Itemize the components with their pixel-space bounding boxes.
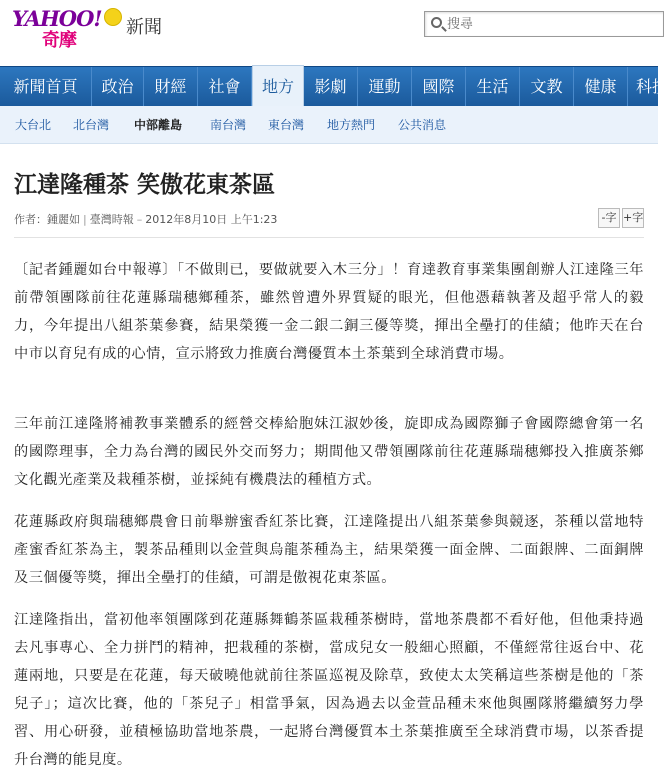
logo-subtext: 奇摩 [42, 30, 76, 51]
subnav-item-east[interactable]: 東台灣 [268, 118, 305, 132]
nav-item-local[interactable]: 地方 [252, 65, 304, 107]
nav-item-tech[interactable]: 科技 [636, 77, 668, 96]
subnav-item-south[interactable]: 南台灣 [210, 118, 247, 132]
nav-item-health[interactable]: 健康 [574, 67, 628, 107]
nav-item-education[interactable]: 文教 [520, 67, 574, 107]
nav-item-world[interactable]: 國際 [412, 67, 466, 107]
nav-item-society[interactable]: 社會 [198, 67, 252, 107]
nav-item-life[interactable]: 生活 [466, 67, 520, 107]
search-icon [431, 17, 442, 28]
subnav-item-north[interactable]: 北台灣 [73, 118, 110, 132]
sub-nav [0, 106, 658, 144]
yahoo-logo[interactable] [12, 6, 124, 51]
article-date: 2012年8月10日 上午1:23 [145, 213, 278, 226]
subnav-item-taipei[interactable]: 大台北 [15, 118, 52, 132]
search-input[interactable] [447, 15, 647, 33]
subnav-item-public-notice[interactable]: 公共消息 [398, 118, 447, 132]
nav-item-sports[interactable]: 運動 [358, 67, 412, 107]
article-title: 江達隆種茶 笑傲花東茶區 [14, 171, 276, 198]
nav-item-entertainment[interactable]: 影劇 [304, 67, 358, 107]
logo-wordmark: YAHOO! [12, 6, 102, 31]
nav-item-finance[interactable]: 財經 [144, 67, 198, 107]
article-meta [14, 211, 277, 227]
article-paragraph: 〔記者鍾麗如台中報導〕「不做則已，要做就要入木三分」！育達教育事業集團創辦人江達隆三年前帶領團隊前往花蓮縣瑞穗鄉種茶，雖然曾遭外界質疑的眼光，但他憑藉執著及超乎常人的毅力，今年提出八組茶葉參賽，結果榮獲一金二銀二銅三優等獎，揮出全壘打的佳績；他昨天在台中市以育兒有成的心情，宣示將致力推廣台灣優質本土茶葉到全球消費市場。 [14, 262, 644, 362]
smiley-icon [104, 8, 122, 26]
article-paragraph: 三年前江達隆將補教事業體系的經營交棒給胞妹江淑妙後，旋即成為國際獅子會國際總會第一名的國際理事，全力為台灣的國民外交而努力；期間他又帶領團隊前往花蓮縣瑞穗鄉投入推廣茶鄉文化觀光產業及栽種茶樹，並採純有機農法的種植方式。 [14, 416, 644, 488]
author-name: 鍾麗如 [47, 213, 80, 226]
page-header [0, 0, 658, 64]
nav-item-home[interactable]: 新聞首頁 [0, 67, 92, 107]
article-paragraph: 江達隆指出，當初他率領團隊到花蓮縣舞鶴茶區栽種茶樹時，當地茶農都不看好他，但他秉持過去凡事專心、全力拼鬥的精神，把栽種的茶樹，當成兒女一般細心照顧，不僅經常往返台中、花蓮兩地，只要是在花蓮，每天破曉他就前往茶區巡視及除草，致使太太笑稱這些茶樹是他的「茶兒子」；這次比賽，他的「茶兒子」相當爭氣，因為過去以金萱品種未來他與團隊將繼續努力學習、用心研發，並積極協助當地茶農，一起將台灣優質本土茶葉推廣至全球消費市場，以茶香提升台灣的能見度。 [14, 612, 644, 768]
subnav-item-central[interactable]: 中部離島 [134, 118, 183, 132]
main-nav [0, 66, 668, 106]
subnav-item-local-hot[interactable]: 地方熱門 [327, 118, 376, 132]
article-source: 臺灣時報 [89, 213, 134, 226]
font-larger-button[interactable]: +字 [622, 208, 644, 228]
search-box[interactable] [424, 11, 664, 37]
author-label: 作者： [14, 213, 47, 226]
article-paragraph: 花蓮縣政府與瑞穗鄉農會日前舉辦蜜香紅茶比賽，江達隆提出八組茶葉參與競逐，茶種以當地特產蜜香紅茶為主，製茶品種則以金萱與烏龍茶種為主，結果榮獲一面金牌、二面銀牌、二面銅牌及三個優等獎，揮出全壘打的佳績，可謂是傲視花東茶區。 [14, 514, 644, 586]
section-title[interactable]: 新聞 [126, 17, 162, 38]
title-divider [14, 237, 644, 238]
meta-separator: | [83, 213, 87, 226]
nav-item-politics[interactable]: 政治 [92, 67, 144, 107]
font-smaller-button[interactable]: -字 [598, 208, 620, 228]
meta-separator: – [136, 213, 143, 226]
